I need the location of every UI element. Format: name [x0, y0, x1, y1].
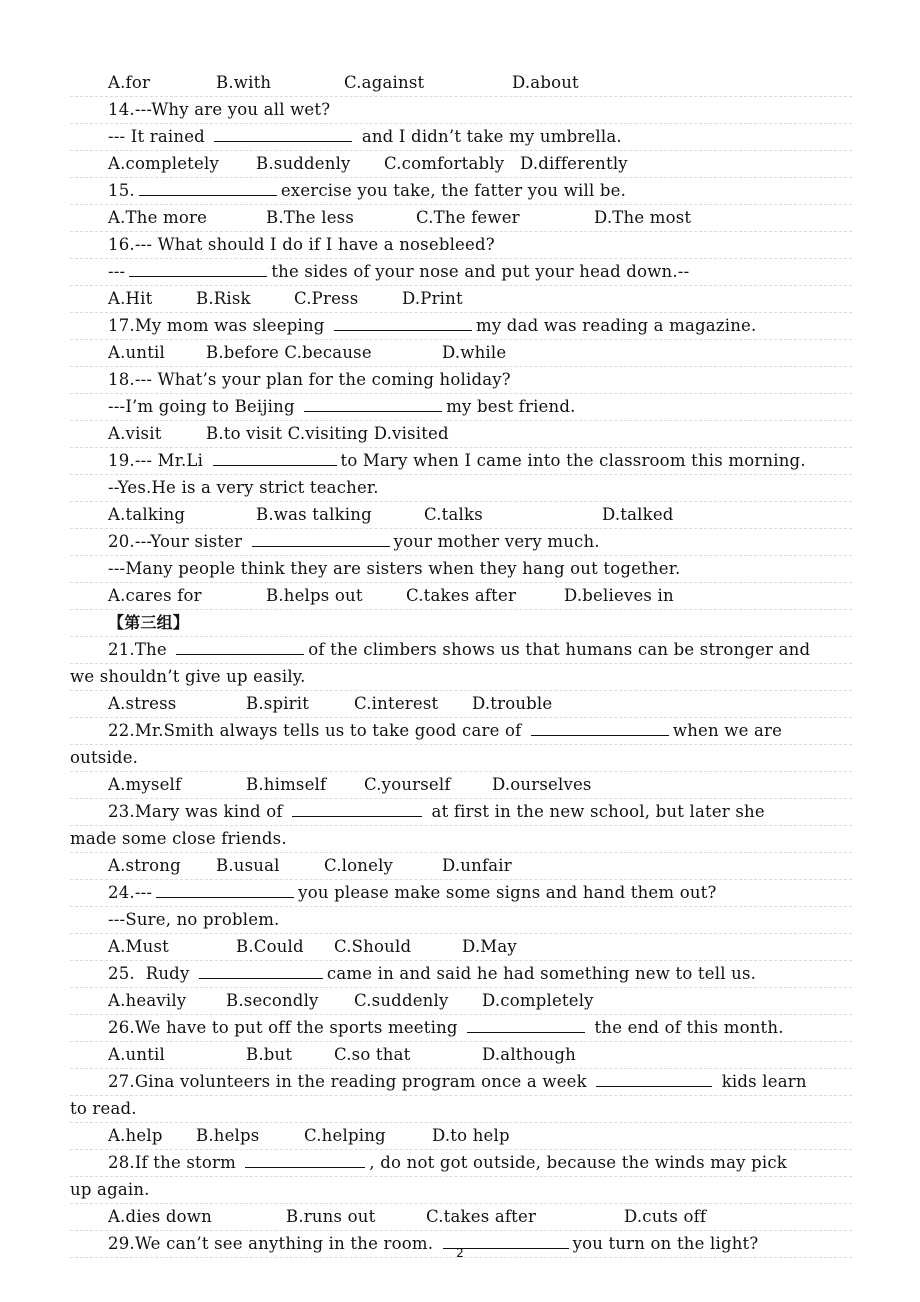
answer-blank [214, 124, 352, 142]
answer-option: B.was talking [256, 505, 372, 524]
answer-blank [156, 880, 294, 898]
answer-blank [129, 259, 267, 277]
answer-option: C.Should [334, 937, 412, 956]
answer-option: A.cares for [108, 586, 202, 605]
answer-option: A.visit [108, 424, 162, 443]
question-line [70, 259, 852, 286]
line-text: to read. [70, 1099, 137, 1118]
answer-option: B.to visit C.visiting D.visited [206, 424, 449, 443]
text-line [70, 610, 852, 637]
question-line [70, 394, 852, 421]
answer-blank [467, 1015, 585, 1033]
answer-blank [531, 718, 669, 736]
options-line [70, 1204, 852, 1231]
answer-option: D.while [442, 343, 507, 362]
options-line [70, 1042, 852, 1069]
question-text-after-blank: of the climbers shows us that humans can be stronger and [308, 640, 811, 659]
answer-option: D.believes in [564, 586, 674, 605]
question-text-after-blank: your mother very much. [393, 532, 600, 551]
question-text-before-blank: 27.Gina volunteers in the reading program once a week [108, 1072, 593, 1091]
question-text-before-blank: 15. [108, 181, 135, 200]
answer-option: D.about [512, 73, 579, 92]
question-line [70, 1015, 852, 1042]
question-line [70, 880, 852, 907]
answer-option: C.suddenly [354, 991, 449, 1010]
question-text-after-blank: kids learn [716, 1072, 807, 1091]
question-text-after-blank: exercise you take, the fatter you will be. [280, 181, 627, 200]
answer-option: B.but [246, 1045, 293, 1064]
question-text-before-blank: 26.We have to put off the sports meeting [108, 1018, 464, 1037]
question-text-after-blank: when we are [672, 721, 783, 740]
text-line [70, 745, 852, 772]
answer-option: C.talks [424, 505, 483, 524]
question-text-before-blank: 19.--- Mr.Li [108, 451, 209, 470]
question-text-before-blank: 29.We can’t see anything in the room. [108, 1234, 439, 1253]
line-text: --Yes.He is a very strict teacher. [108, 478, 379, 497]
question-text-before-blank: --- It rained [108, 127, 211, 146]
answer-option: B.secondly [226, 991, 319, 1010]
answer-option: B.usual [216, 856, 280, 875]
page-number: 2 [456, 1246, 464, 1260]
answer-option: D.ourselves [492, 775, 592, 794]
answer-option: D.trouble [472, 694, 553, 713]
question-line [70, 124, 852, 151]
answer-option: C.against [344, 73, 425, 92]
answer-blank [334, 313, 472, 331]
answer-option: A.completely [108, 154, 219, 173]
line-text: up again. [70, 1180, 150, 1199]
question-line [70, 448, 852, 475]
text-line [70, 97, 852, 124]
answer-option: B.helps out [266, 586, 363, 605]
answer-option: D.May [462, 937, 517, 956]
line-text: 18.--- What’s your plan for the coming holiday? [108, 370, 511, 389]
answer-blank [139, 178, 277, 196]
question-line [70, 718, 852, 745]
answer-option: A.dies down [108, 1207, 212, 1226]
answer-option: B.before C.because [206, 343, 372, 362]
question-text-before-blank: 21.The [108, 640, 173, 659]
line-text: outside. [70, 748, 139, 767]
options-line [70, 1123, 852, 1150]
question-line [70, 178, 852, 205]
line-text: we shouldn’t give up easily. [70, 667, 306, 686]
question-text-after-blank: the sides of your nose and put your head down.-- [271, 262, 690, 281]
question-text-before-blank: 25. Rudy [108, 964, 195, 983]
question-text-before-blank: 20.---Your sister [108, 532, 248, 551]
answer-option: A.until [108, 1045, 165, 1064]
answer-option: A.for [108, 73, 151, 92]
answer-option: A.Hit [108, 289, 153, 308]
text-line [70, 826, 852, 853]
text-line [70, 1096, 852, 1123]
answer-option: B.Risk [196, 289, 251, 308]
answer-option: D.The most [594, 208, 692, 227]
answer-option: C.yourself [364, 775, 451, 794]
answer-option: C.The fewer [416, 208, 520, 227]
options-line [70, 502, 852, 529]
answer-option: C.comfortably [384, 154, 505, 173]
answer-blank [176, 637, 304, 655]
answer-option: A.stress [108, 694, 177, 713]
answer-blank [596, 1069, 712, 1087]
answer-option: D.differently [520, 154, 628, 173]
options-line [70, 421, 852, 448]
line-text: ---Many people think they are sisters when they hang out together. [108, 559, 681, 578]
answer-option: B.The less [266, 208, 354, 227]
options-line [70, 853, 852, 880]
line-text: 14.---Why are you all wet? [108, 100, 331, 119]
answer-blank [304, 394, 442, 412]
answer-option: B.runs out [286, 1207, 376, 1226]
question-text-after-blank: you please make some signs and hand them out? [298, 883, 717, 902]
answer-option: D.Print [402, 289, 463, 308]
answer-blank [213, 448, 337, 466]
options-line [70, 286, 852, 313]
question-line [70, 1069, 852, 1096]
options-line [70, 691, 852, 718]
text-line [70, 556, 852, 583]
answer-option: C.lonely [324, 856, 394, 875]
question-text-before-blank: 24.--- [108, 883, 153, 902]
answer-option: B.spirit [246, 694, 310, 713]
text-line [70, 1177, 852, 1204]
question-text-after-blank: and I didn’t take my umbrella. [356, 127, 622, 146]
answer-option: B.suddenly [256, 154, 351, 173]
answer-option: A.Must [108, 937, 169, 956]
answer-option: A.myself [108, 775, 182, 794]
question-text-before-blank: 23.Mary was kind of [108, 802, 289, 821]
question-text-after-blank: you turn on the light? [572, 1234, 759, 1253]
question-text-after-blank: to Mary when I came into the classroom this morning. [340, 451, 806, 470]
question-text-after-blank: came in and said he had something new to tell us. [326, 964, 757, 983]
options-line [70, 70, 852, 97]
answer-blank [292, 799, 422, 817]
options-line [70, 934, 852, 961]
answer-option: D.completely [482, 991, 594, 1010]
question-text-after-blank: my best friend. [446, 397, 576, 416]
answer-option: C.takes after [406, 586, 517, 605]
answer-option: B.himself [246, 775, 327, 794]
options-line [70, 583, 852, 610]
answer-option: D.although [482, 1045, 577, 1064]
options-line [70, 151, 852, 178]
answer-option: A.talking [108, 505, 186, 524]
answer-option: A.help [108, 1126, 163, 1145]
answer-blank [199, 961, 323, 979]
options-line [70, 772, 852, 799]
question-line [70, 799, 852, 826]
answer-option: C.Press [294, 289, 359, 308]
question-text-before-blank: 22.Mr.Smith always tells us to take good care of [108, 721, 527, 740]
question-text-after-blank: my dad was reading a magazine. [476, 316, 757, 335]
answer-option: C.so that [334, 1045, 411, 1064]
answer-option: A.heavily [108, 991, 187, 1010]
answer-option: D.cuts off [624, 1207, 707, 1226]
question-lines [70, 70, 852, 1258]
question-line [70, 637, 852, 664]
question-line [70, 529, 852, 556]
answer-option: C.takes after [426, 1207, 537, 1226]
question-text-before-blank: 28.If the storm [108, 1153, 242, 1172]
text-line [70, 664, 852, 691]
options-line [70, 988, 852, 1015]
answer-option: D.talked [602, 505, 674, 524]
answer-option: D.unfair [442, 856, 512, 875]
line-text: made some close friends. [70, 829, 287, 848]
answer-blank [245, 1150, 365, 1168]
question-line [70, 313, 852, 340]
text-line [70, 367, 852, 394]
answer-option: B.with [216, 73, 272, 92]
answer-option: D.to help [432, 1126, 510, 1145]
question-text-before-blank: 17.My mom was sleeping [108, 316, 330, 335]
answer-option: C.interest [354, 694, 439, 713]
question-text-after-blank: at first in the new school, but later she [426, 802, 765, 821]
answer-option: A.until [108, 343, 165, 362]
question-line [70, 1150, 852, 1177]
answer-option: B.Could [236, 937, 304, 956]
question-line [70, 961, 852, 988]
line-text: 16.--- What should I do if I have a nosebleed? [108, 235, 495, 254]
options-line [70, 340, 852, 367]
text-line [70, 232, 852, 259]
answer-option: C.helping [304, 1126, 386, 1145]
answer-blank [252, 529, 390, 547]
answer-option: A.strong [108, 856, 181, 875]
options-line [70, 205, 852, 232]
question-text-after-blank: , do not got outside, because the winds may pick [369, 1153, 787, 1172]
question-text-before-blank: --- [108, 262, 126, 281]
answer-option: A.The more [108, 208, 208, 227]
section-heading: 【第三组】 [108, 613, 190, 632]
text-line [70, 907, 852, 934]
text-line [70, 475, 852, 502]
question-text-after-blank: the end of this month. [589, 1018, 784, 1037]
line-text: ---Sure, no problem. [108, 910, 280, 929]
question-text-before-blank: ---I’m going to Beijing [108, 397, 301, 416]
answer-option: B.helps [196, 1126, 260, 1145]
